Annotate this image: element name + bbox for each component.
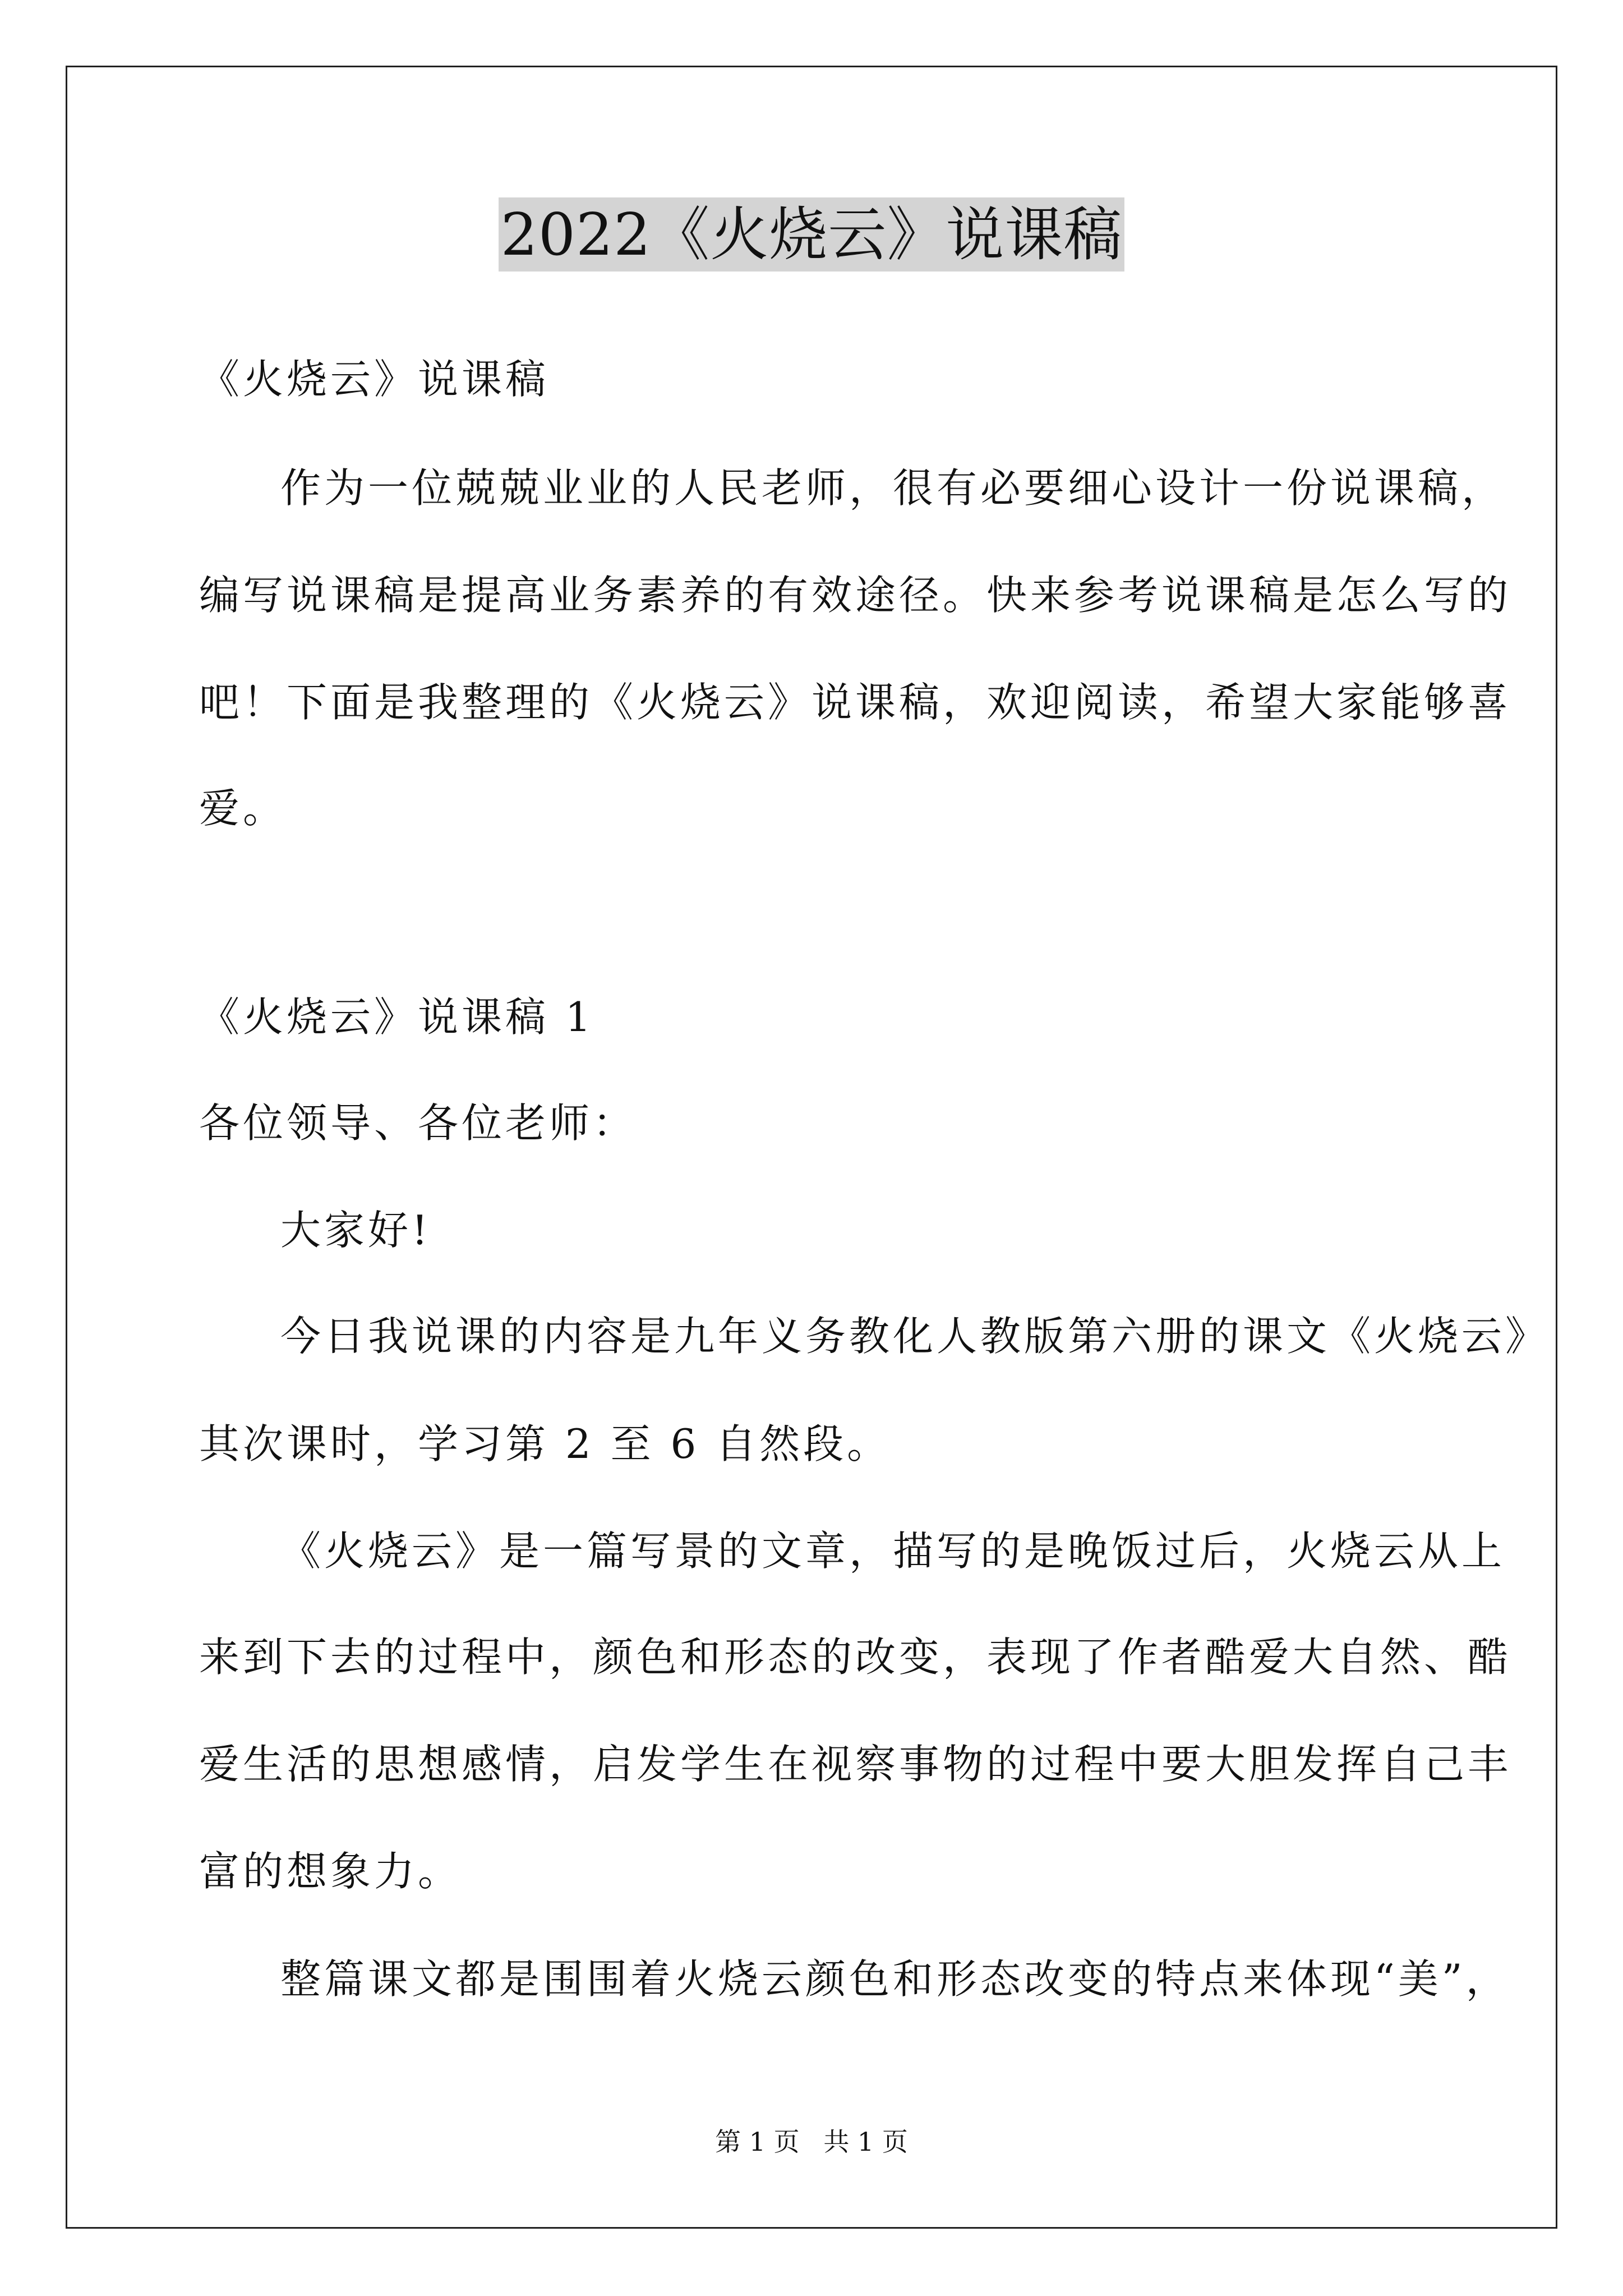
paragraph-line: 今日我说课的内容是九年义务教化人教版第六册的课文《火烧云》 bbox=[280, 1313, 1550, 1360]
salutation: 各位领导、各位老师： bbox=[199, 1099, 637, 1147]
section-heading-1: 《火烧云》说课稿 1 bbox=[199, 993, 594, 1041]
paragraph-line: 来到下去的过程中，颜色和形态的改变，表现了作者酷爱大自然、酷 bbox=[199, 1634, 1512, 1681]
page-number: 第 1 页 bbox=[715, 2127, 800, 2157]
page-footer bbox=[0, 2125, 1623, 2159]
page-total: 共 1 页 bbox=[823, 2127, 908, 2157]
paragraph-line: 其次课时，学习第 2 至 6 自然段。 bbox=[199, 1420, 891, 1467]
paragraph-line: 编写说课稿是提高业务素养的有效途径。快来参考说课稿是怎么写的 bbox=[199, 572, 1512, 619]
title-container bbox=[0, 197, 1623, 272]
paragraph-line: 整篇课文都是围围着火烧云颜色和形态改变的特点来体现“美”， bbox=[280, 1955, 1510, 2003]
paragraph-line: 吧！下面是我整理的《火烧云》说课稿，欢迎阅读，希望大家能够喜 bbox=[199, 679, 1512, 726]
paragraph-line: 《火烧云》是一篇写景的文章，描写的是晚饭过后，火烧云从上 bbox=[280, 1527, 1506, 1575]
paragraph-line: 爱生活的思想感情，启发学生在视察事物的过程中要大胆发挥自己丰 bbox=[199, 1741, 1512, 1788]
section-heading-intro: 《火烧云》说课稿 bbox=[199, 356, 550, 403]
document-title: 2022《火烧云》说课稿 bbox=[499, 197, 1125, 272]
greeting: 大家好! bbox=[280, 1207, 431, 1254]
paragraph-line: 富的想象力。 bbox=[199, 1848, 462, 1895]
paragraph-line: 作为一位兢兢业业的人民老师，很有必要细心设计一份说课稿， bbox=[280, 464, 1506, 512]
paragraph-line: 爱。 bbox=[199, 785, 287, 832]
